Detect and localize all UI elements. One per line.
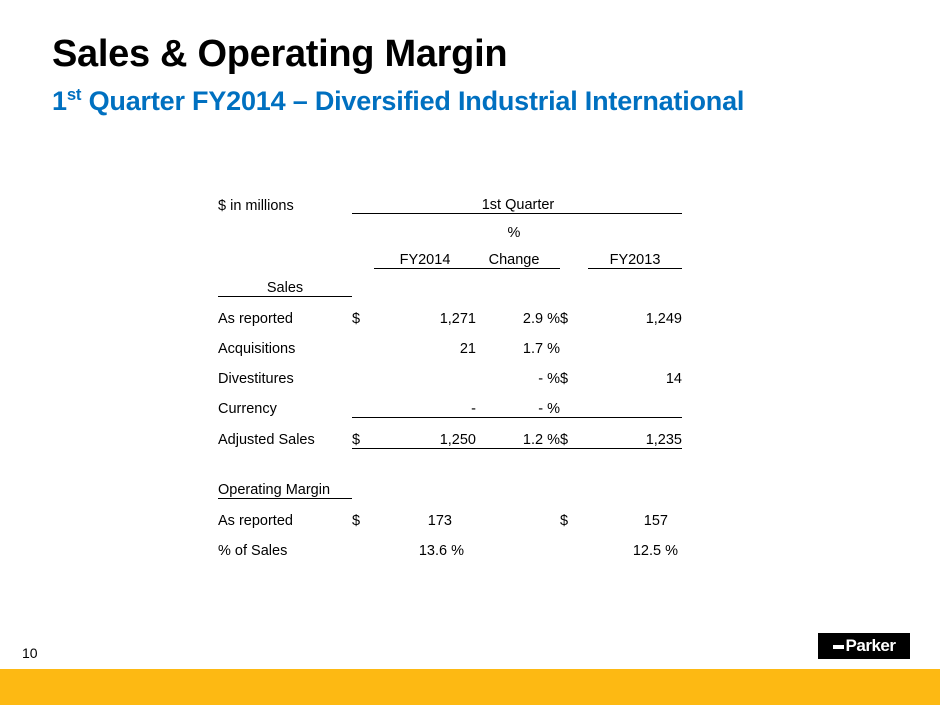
- spacer-cell: [218, 448, 352, 471]
- row-value-change: [476, 529, 560, 559]
- table-row: [218, 327, 682, 357]
- header-blank-1: [218, 214, 352, 242]
- row-value-change: 1.7 %: [522, 340, 560, 357]
- header-blank-6: [218, 241, 352, 269]
- sales-blank-4: [560, 269, 588, 297]
- col-header-fy2014: FY2014: [374, 241, 476, 269]
- row-value-fy2014: 1,250: [374, 417, 476, 448]
- col-header-fy2013: FY2013: [588, 241, 682, 269]
- table-row-total: [218, 417, 682, 448]
- period-header-pad-4: [588, 186, 682, 214]
- table-row: [218, 387, 682, 418]
- period-header: 1st Quarter: [476, 186, 560, 214]
- table-row: [218, 357, 682, 387]
- period-header-pad-1: [352, 186, 374, 214]
- logo-mark-icon: [833, 645, 844, 649]
- om-blank-4: [560, 471, 588, 499]
- header-blank-3: [374, 214, 476, 242]
- subtitle-ordinal-suffix: st: [66, 84, 82, 104]
- page-subtitle: [52, 86, 912, 117]
- row-label: Acquisitions: [218, 340, 296, 357]
- period-header-pad-3: [560, 186, 588, 214]
- spacer-cell: [352, 448, 374, 471]
- om-blank-5: [588, 471, 682, 499]
- table-row: [218, 498, 682, 529]
- sales-blank-3: [476, 269, 560, 297]
- row-label: As reported: [218, 512, 293, 529]
- row-value-fy2014: 13.6 %: [418, 542, 464, 559]
- row-currency-fy2013: $: [560, 370, 569, 387]
- row-value-fy2014: 173: [427, 512, 452, 529]
- row-value-fy2013: 1,235: [588, 417, 682, 448]
- operating-margin-label: Operating Margin: [218, 471, 352, 499]
- operating-margin-section-row: [218, 471, 682, 499]
- row-label: % of Sales: [218, 542, 288, 559]
- row-value-fy2013: [588, 387, 682, 418]
- table-header-row-columns: [218, 241, 682, 269]
- row-value-change: 1.2 %: [476, 417, 560, 448]
- table-row: [218, 296, 682, 327]
- om-blank-2: [374, 471, 476, 499]
- row-value-fy2013: 1,249: [645, 310, 682, 327]
- sales-blank-1: [352, 269, 374, 297]
- row-currency-fy2014: $: [352, 310, 361, 327]
- sales-section-label: Sales: [218, 269, 352, 297]
- header-blank-8: [560, 241, 588, 269]
- row-value-change: - %: [476, 387, 560, 418]
- row-value-fy2014: 1,271: [439, 310, 476, 327]
- parker-logo: [818, 633, 910, 659]
- row-value-fy2014: [374, 357, 476, 387]
- row-label: Divestitures: [218, 370, 294, 387]
- financial-table: [218, 186, 682, 559]
- header-blank-2: [352, 214, 374, 242]
- header-blank-7: [352, 241, 374, 269]
- row-label: As reported: [218, 310, 293, 327]
- spacer-cell: [476, 448, 560, 471]
- title-block: [52, 33, 912, 117]
- row-value-change: 2.9 %: [522, 310, 560, 327]
- header-blank-5: [588, 214, 682, 242]
- row-value-fy2013: 157: [643, 512, 668, 529]
- table-header-row-period: [218, 186, 682, 214]
- row-currency-fy2014: [352, 529, 374, 559]
- logo-text: Parker: [845, 636, 896, 655]
- row-currency-fy2013: [560, 529, 588, 559]
- row-currency-fy2014: $: [352, 512, 361, 529]
- row-currency-fy2014: [352, 327, 374, 357]
- om-blank-3: [476, 471, 560, 499]
- spacer-cell: [374, 448, 476, 471]
- row-currency-fy2013: [560, 387, 588, 418]
- page-number: 10: [22, 645, 38, 661]
- sales-blank-5: [588, 269, 682, 297]
- row-value-change: - %: [538, 370, 560, 387]
- change-header-top: %: [507, 225, 521, 241]
- row-currency-fy2013: $: [560, 417, 588, 448]
- sales-blank-2: [374, 269, 476, 297]
- row-value-fy2014: -: [374, 387, 476, 418]
- row-currency-fy2014: [352, 357, 374, 387]
- col-header-change: Change: [476, 241, 560, 269]
- subtitle-post: Quarter FY2014 – Diversified Industrial International: [81, 85, 745, 116]
- row-currency-fy2013: $: [560, 512, 569, 529]
- row-value-fy2013: 14: [665, 370, 682, 387]
- header-blank-4: [560, 214, 588, 242]
- table-row: [218, 529, 682, 559]
- row-currency-fy2013: $: [560, 310, 569, 327]
- spacer-cell: [588, 448, 682, 471]
- table-header-row-pct: [218, 214, 682, 242]
- sales-section-row: [218, 269, 682, 297]
- row-currency-fy2014: [352, 387, 374, 418]
- om-blank-1: [352, 471, 374, 499]
- row-currency-fy2013: [560, 327, 588, 357]
- row-label: Adjusted Sales: [218, 432, 315, 448]
- spacer-cell: [560, 448, 588, 471]
- row-value-fy2014: 21: [459, 340, 476, 357]
- footer-bar: [0, 669, 940, 705]
- row-value-fy2013: 12.5 %: [632, 542, 678, 559]
- row-currency-fy2014: $: [352, 417, 374, 448]
- subtitle-pre: 1: [52, 85, 67, 116]
- page-title: Sales & Operating Margin: [52, 33, 508, 75]
- table-spacer-row: [218, 448, 682, 471]
- row-value-fy2013: [588, 327, 682, 357]
- period-header-pad-2: [374, 186, 476, 214]
- row-value-change: [476, 498, 560, 529]
- units-label: $ in millions: [218, 197, 294, 214]
- row-label: Currency: [218, 401, 277, 417]
